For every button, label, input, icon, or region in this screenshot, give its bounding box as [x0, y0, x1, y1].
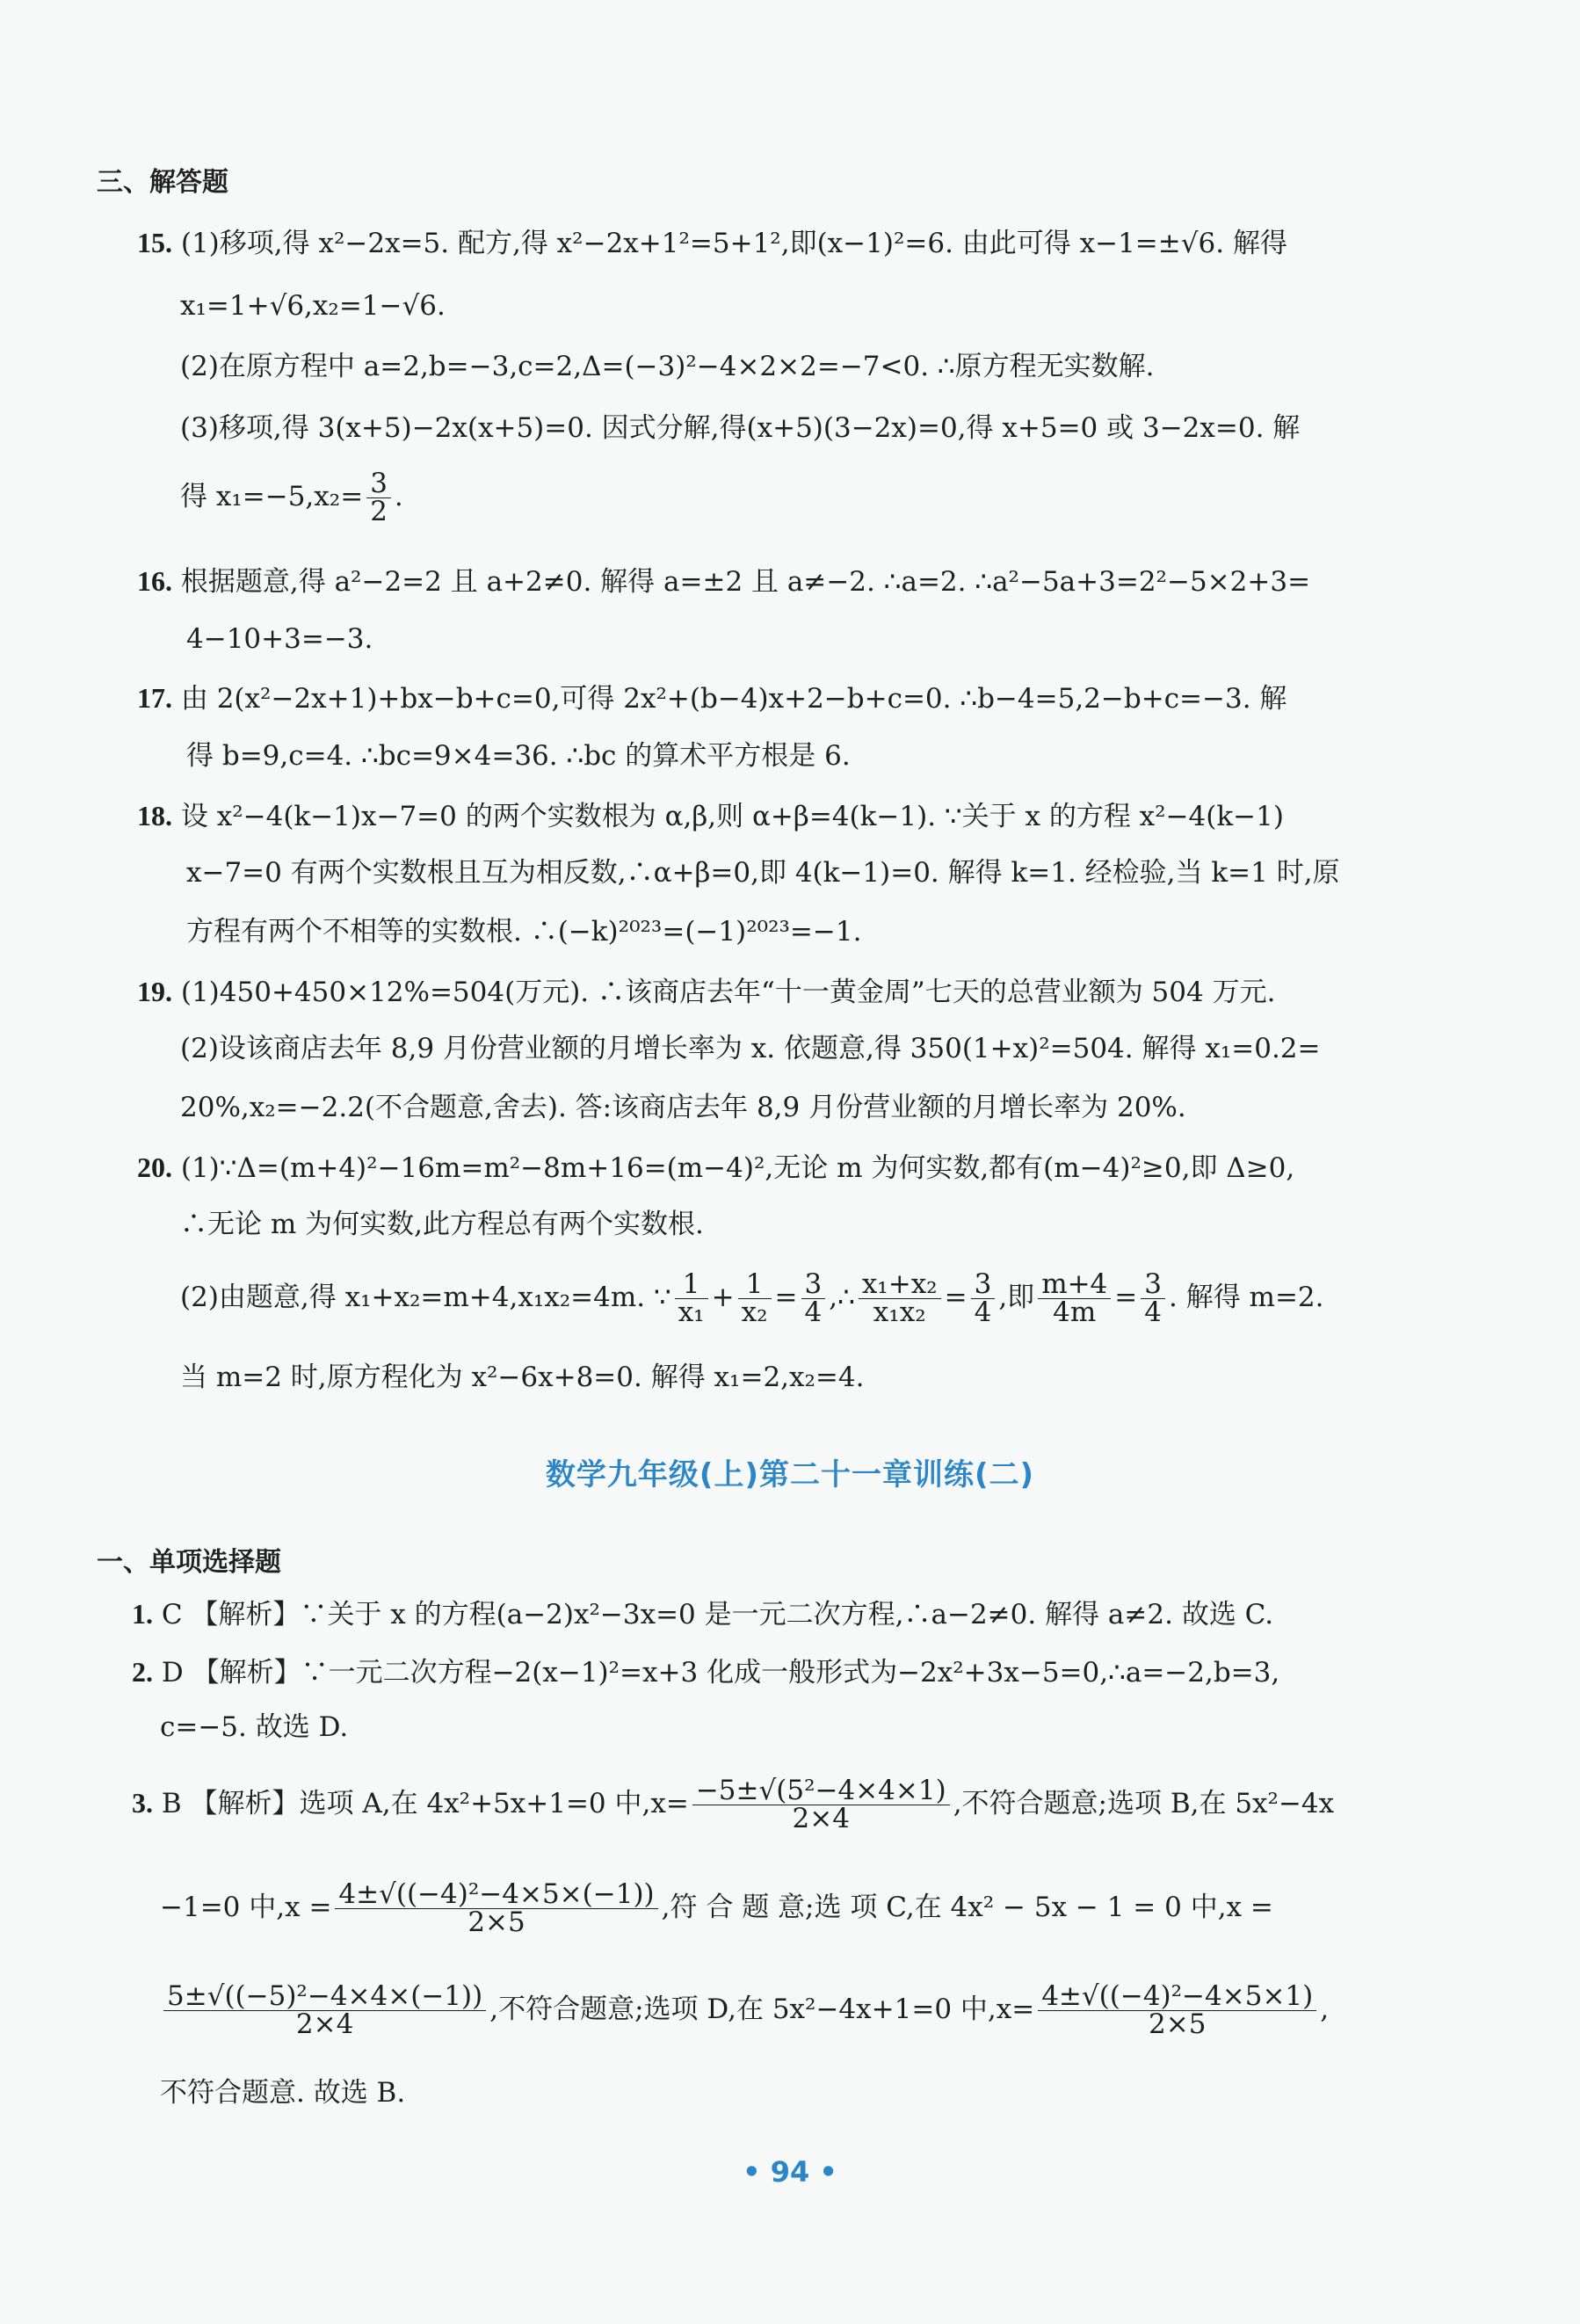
q19-line-2: (2)设该商店去年 8,9 月份营业额的月增长率为 x. 依题意,得 350(1+x)²=504. 解得 x₁=0.2=	[180, 1033, 1321, 1064]
fraction: $\frac{1}{\text{x₁}}$	[675, 1271, 708, 1326]
q20-number: 20.	[137, 1151, 172, 1183]
q18-number: 18.	[137, 800, 172, 832]
q20-line-1: 20. (1)∵Δ=(m+4)²−16m=m²−8m+16=(m−4)²,无论 m 为何实数,都有(m−4)²≥0,即 Δ≥0,	[137, 1151, 1295, 1184]
page-number: • 94 •	[743, 2155, 837, 2189]
section-heading-multiple-choice: 一、单项选择题	[97, 1547, 281, 1578]
fraction: $\frac{\text{4±√((−4)²−4×5×(−1))}}{2\times 5}$	[335, 1881, 657, 1936]
q15-line-5: 得 x₁=−5,x₂= $\frac{3}{2}$ .	[180, 468, 403, 527]
mc1-line: 1. C 【解析】∵关于 x 的方程(a−2)x²−3x=0 是一元二次方程,∴a−2≠0. 解得 a≠2. 故选 C.	[132, 1598, 1274, 1630]
q15-line-3: (2)在原方程中 a=2,b=−3,c=2,Δ=(−3)²−4×2×2=−7<0. ∴原方程无实数解.	[180, 351, 1155, 382]
mc2-line-1: 2. D 【解析】∵一元二次方程−2(x−1)²=x+3 化成一般形式为−2x²+3x−5=0,∴a=−2,b=3,	[132, 1656, 1280, 1689]
mc2-number: 2.	[132, 1656, 153, 1688]
mc3-line-3: $\frac{\text{5±√((−5)²−4×4×(−1))}}{2\times 4}$ ,不符合题意;选项 D,在 5x²−4x+1=0 中,x= $\frac{\text{4±√((−4)²−4×5×1)}}{2\times 5}$ ,	[160, 1983, 1329, 2038]
q16-line-2: 4−10+3=−3.	[186, 623, 373, 655]
fraction: $\frac{\text{x₁+x₂}}{\text{x₁x₂}}$	[859, 1271, 941, 1326]
q15-line-4: (3)移项,得 3(x+5)−2x(x+5)=0. 因式分解,得(x+5)(3−2x)=0,得 x+5=0 或 3−2x=0. 解	[180, 412, 1301, 444]
q16-number: 16.	[137, 565, 172, 597]
q20-line-2: ∴无论 m 为何实数,此方程总有两个实数根.	[180, 1209, 704, 1240]
q19-line-3: 20%,x₂=−2.2(不合题意,舍去). 答:该商店去年 8,9 月份营业额的月增长率为 20%.	[180, 1092, 1186, 1123]
q15-line-1: 15. (1)移项,得 x²−2x=5. 配方,得 x²−2x+1²=5+1²,即(x−1)²=6. 由此可得 x−1=±√6. 解得	[137, 227, 1287, 259]
fraction: $\frac{3}{4}$	[971, 1271, 996, 1326]
q18-line-3: 方程有两个不相等的实数根. ∴(−k)²⁰²³=(−1)²⁰²³=−1.	[186, 916, 862, 948]
fraction: $\frac{3}{4}$	[1141, 1271, 1165, 1326]
section-heading-solutions: 三、解答题	[97, 167, 228, 198]
fraction: $\frac{\text{5±√((−5)²−4×4×(−1))}}{2\times 4}$	[163, 1983, 486, 2038]
mc1-number: 1.	[132, 1598, 153, 1630]
mc3-line-2: −1=0 中,x = $\frac{\text{4±√((−4)²−4×5×(−1))}}{2\times 5}$ ,符 合 题 意;选 项 C,在 4x² − 5x − 1 = 0 中,x =	[160, 1878, 1273, 1938]
fraction: $\frac{1}{\text{x₂}}$	[738, 1271, 772, 1326]
mc3-line-4: 不符合题意. 故选 B.	[160, 2077, 406, 2109]
q17-line-2: 得 b=9,c=4. ∴bc=9×4=36. ∴bc 的算术平方根是 6.	[186, 740, 851, 772]
q19-number: 19.	[137, 976, 172, 1007]
q15-line-2: x₁=1+√6,x₂=1−√6.	[180, 290, 446, 322]
mc2-line-2: c=−5. 故选 D.	[160, 1711, 349, 1743]
q16-line-1: 16. 根据题意,得 a²−2=2 且 a+2≠0. 解得 a=±2 且 a≠−2. ∴a=2. ∴a²−5a+3=2²−5×2+3=	[137, 565, 1311, 598]
q17-number: 17.	[137, 682, 172, 714]
fraction: $\frac{m+4}{4m}$	[1038, 1271, 1111, 1326]
fraction: $\frac{\text{−5±√(5²−4×4×1)}}{2\times 4}$	[692, 1777, 950, 1833]
fraction: $\frac{3}{2}$	[366, 470, 391, 526]
q19-line-1: 19. (1)450+450×12%=504(万元). ∴该商店去年“十一黄金周”七天的总营业额为 504 万元.	[137, 976, 1276, 1008]
chapter-title: 数学九年级(上)第二十一章训练(二)	[545, 1457, 1035, 1492]
q18-line-2: x−7=0 有两个实数根且互为相反数,∴α+β=0,即 4(k−1)=0. 解得 k=1. 经检验,当 k=1 时,原	[186, 857, 1340, 889]
q17-line-1: 17. 由 2(x²−2x+1)+bx−b+c=0,可得 2x²+(b−4)x+2−b+c=0. ∴b−4=5,2−b+c=−3. 解	[137, 682, 1287, 715]
fraction: $\frac{3}{4}$	[801, 1271, 826, 1326]
q15-number: 15.	[137, 227, 172, 258]
fraction: $\frac{\text{4±√((−4)²−4×5×1)}}{2\times 5}$	[1038, 1983, 1316, 2038]
q20-line-4: 当 m=2 时,原方程化为 x²−6x+8=0. 解得 x₁=2,x₂=4.	[180, 1362, 865, 1393]
mc3-line-1: 3. B 【解析】选项 A,在 4x²+5x+1=0 中,x= $\frac{\text{−5±√(5²−4×4×1)}}{2\times 4}$ ,不符合题意;选项 B,在 5x²−4x	[132, 1775, 1335, 1834]
q18-line-1: 18. 设 x²−4(k−1)x−7=0 的两个实数根为 α,β,则 α+β=4(k−1). ∵关于 x 的方程 x²−4(k−1)	[137, 800, 1284, 832]
q20-line-3: (2)由题意,得 x₁+x₂=m+4,x₁x₂=4m. ∵ $\frac{1}{\text{x₁}}$ + $\frac{1}{\text{x₂}}$ = $\frac{3}{4}$ ,∴ $\frac{\text{x₁+x₂}}{\text{x₁x₂}}$ = $\frac{3}{4}$ ,即 $\frac{m+4}{4m}$ = $\frac{3}{4}$ . 解得 m=2.	[180, 1268, 1324, 1328]
mc3-number: 3.	[132, 1787, 153, 1819]
